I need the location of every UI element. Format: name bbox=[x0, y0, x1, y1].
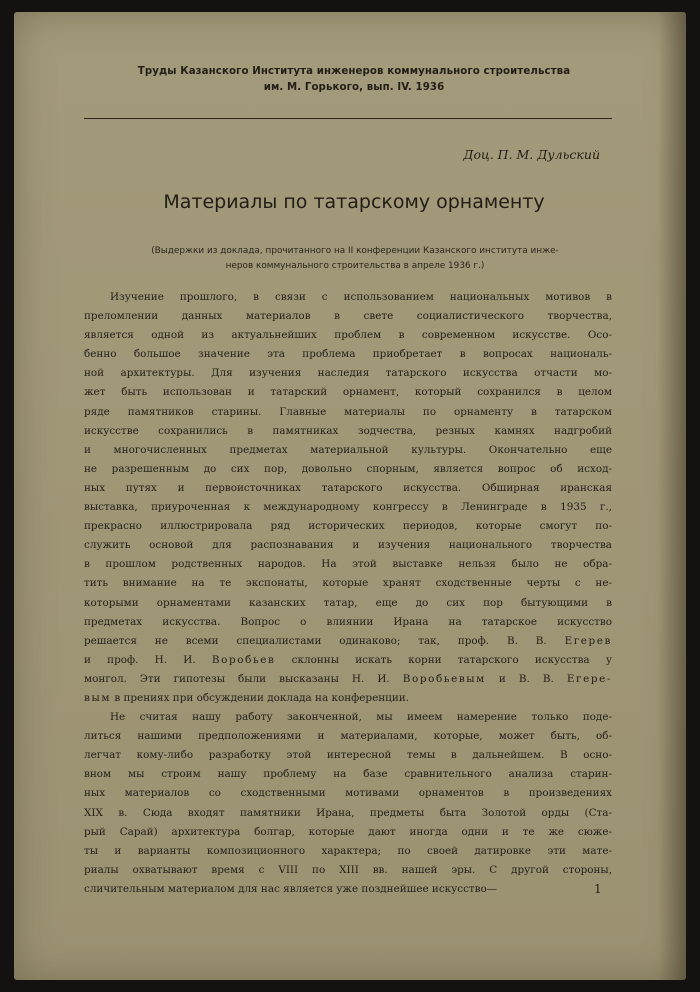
text-line: сличительным материалом для нас является уже позднейшее искусство— bbox=[84, 882, 498, 895]
text-line: ной архитектуры. Для изучения наследия татарского искусства отчасти мо- bbox=[84, 367, 612, 380]
text-line: и многочисленных предметах материальной культуры. Окончательно еще bbox=[84, 443, 612, 456]
text-line bbox=[84, 632, 612, 651]
text-line bbox=[84, 689, 612, 708]
name-egerevym-end: вым bbox=[84, 691, 112, 704]
page-spine-shadow bbox=[658, 12, 686, 980]
text-segment: и проф. Н. И. bbox=[84, 653, 196, 666]
text-line: вном мы строим нашу проблему на базе сравнительного анализа старин- bbox=[84, 768, 612, 781]
article-body bbox=[84, 288, 612, 899]
text-line: ных путях и первоисточниках татарского искусства. Обширная иранская bbox=[84, 481, 612, 494]
text-line: служить основой для распознавания и изучения национального творчества bbox=[84, 539, 612, 552]
name-egerevym: Егере- bbox=[566, 672, 612, 685]
document-page bbox=[14, 12, 686, 980]
header-rule bbox=[84, 118, 612, 119]
text-line: является одной из актуальнейших проблем в современном искусстве. Осо- bbox=[84, 329, 612, 342]
text-line: преломлении данных материалов в свете социалистического творчества, bbox=[84, 310, 612, 323]
text-segment: монгол. Эти гипотезы были высказаны Н. И. bbox=[84, 672, 390, 685]
text-line: Изучение прошлого, в связи с использованием национальных мотивов в bbox=[110, 291, 612, 303]
text-line: выставка, приуроченная к международному конгрессу в Ленинграде в 1935 г., bbox=[84, 501, 612, 514]
text-line: прекрасно иллюстрировала ряд исторических периодов, которые смогут по- bbox=[84, 520, 612, 533]
article-subtitle bbox=[96, 244, 614, 274]
name-egerev: Егерев bbox=[564, 634, 612, 647]
subtitle-line-2: неров коммунального строительства в апреле 1936 г.) bbox=[225, 261, 485, 271]
text-line: в прошлом родственных народов. На этой выставке нельзя было не обра- bbox=[84, 558, 612, 571]
text-line: бенно большое значение эта проблема приобретает в вопросах националь- bbox=[84, 348, 612, 361]
author-name: Доц. П. М. Дульский bbox=[463, 147, 600, 162]
subtitle-line-1: (Выдержки из доклада, прочитанного на II конференции Казанского института инже- bbox=[151, 246, 559, 256]
text-line: XIX в. Сюда входят памятники Ирана, предметы быта Золотой орды (Ста- bbox=[84, 806, 612, 819]
page-number: 1 bbox=[594, 882, 602, 896]
journal-header-line-1: Труды Казанского Института инженеров коммунального строительства bbox=[137, 66, 571, 77]
text-line: литься нашими предположениями и материалами, которые, может быть, об- bbox=[84, 730, 612, 743]
text-line: рый Сарай) архитектура болгар, которые дают иногда одни и те же сюже- bbox=[84, 825, 612, 838]
name-vorobiev: Воробьев bbox=[211, 653, 276, 666]
text-line: которыми орнаментами казанских татар, еще до сих пор бытующими в bbox=[84, 596, 612, 609]
text-line bbox=[84, 651, 612, 670]
paragraph-1 bbox=[84, 288, 612, 708]
text-segment: в прениях при обсуждении доклада на конференции. bbox=[114, 691, 409, 704]
article-title: Материалы по татарскому орнаменту bbox=[163, 191, 545, 213]
text-line: ряде памятников старины. Главные материалы по орнаменту в татарском bbox=[84, 405, 612, 418]
text-line: не разрешенным до сих пор, довольно спорным, является вопрос об исход- bbox=[84, 462, 612, 475]
name-vorobievym: Воробьевым bbox=[402, 672, 486, 685]
text-segment: склонны искать корни татарского искусства у bbox=[291, 653, 612, 666]
text-line: ных материалов со сходственными мотивами орнаментов в произведениях bbox=[84, 787, 612, 800]
text-line: Не считая нашу работу законченной, мы имеем намерение только поде- bbox=[110, 711, 612, 724]
text-line: жет быть использован и татарский орнамент, который сохранился в целом bbox=[84, 386, 612, 399]
text-line: легчат кому-либо разработку этой интересной темы в дальнейшем. В осно- bbox=[84, 749, 612, 762]
journal-header-line-2: им. М. Горького, вып. IV. 1936 bbox=[263, 82, 445, 93]
text-line: ты и варианты композиционного характера; по своей датировке эти мате- bbox=[84, 844, 612, 857]
text-segment: решается не всеми специалистами одинаково; так, проф. В. В. bbox=[84, 634, 547, 647]
text-line: тить внимание на те экспонаты, которые хранят сходственные черты с не- bbox=[84, 577, 612, 590]
text-segment: и В. В. bbox=[498, 672, 554, 685]
text-line: риалы охватывают время с VIII по XIII вв. нашей эры. С другой стороны, bbox=[84, 863, 612, 876]
text-line: искусстве сохранились в памятниках зодчества, резных камнях надгробий bbox=[84, 424, 612, 437]
paragraph-2 bbox=[84, 708, 612, 899]
text-line: предметах искусства. Вопрос о влиянии Ирана на татарское искусство bbox=[84, 615, 612, 628]
text-line bbox=[84, 670, 612, 689]
journal-header bbox=[84, 64, 624, 96]
